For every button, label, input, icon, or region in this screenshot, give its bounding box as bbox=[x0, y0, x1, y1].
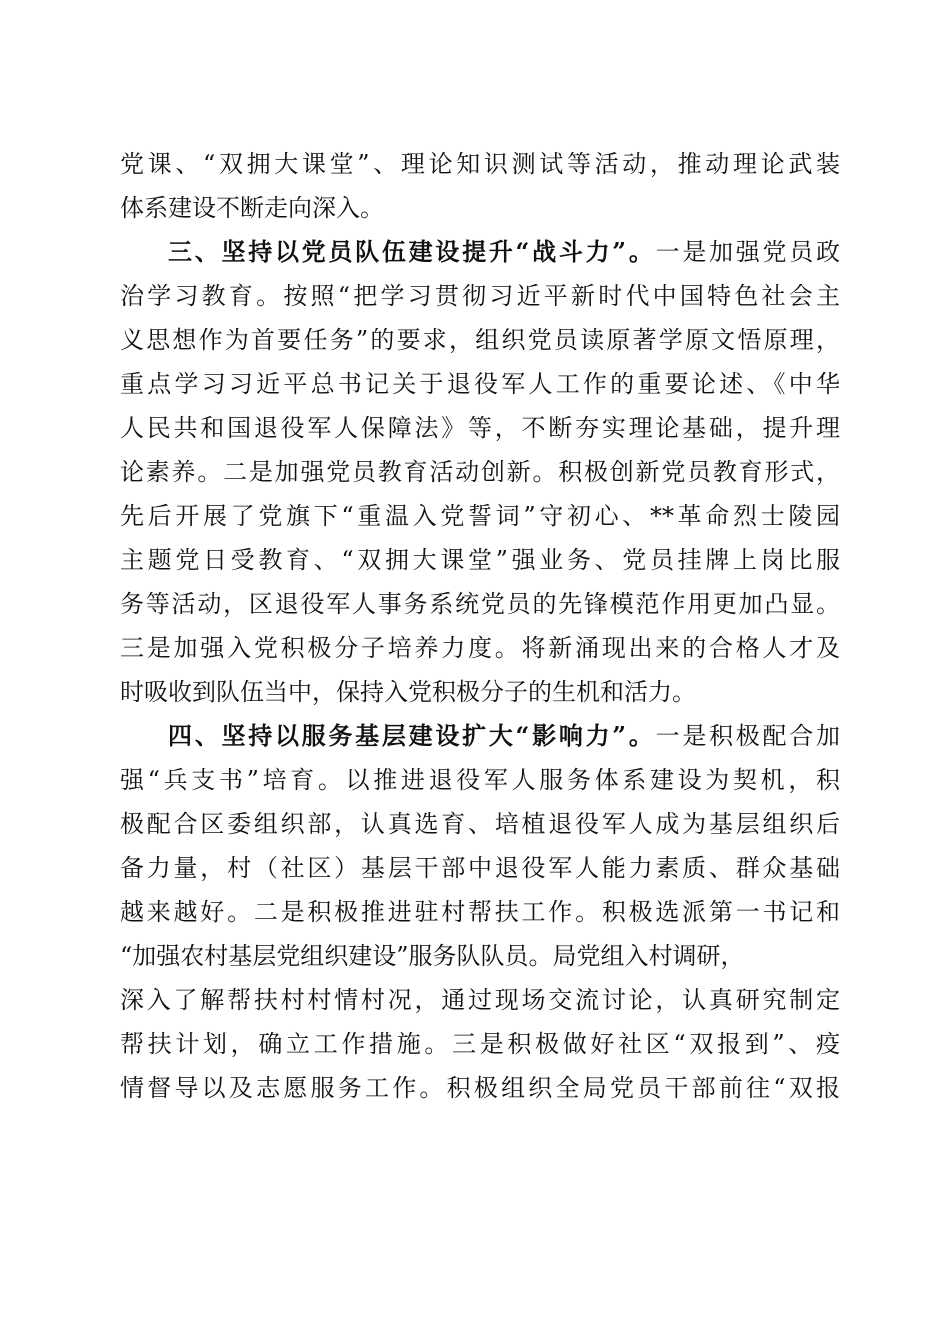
paragraph-line: 极配合区委组织部，认真选育、培植退役军人成为基层组织后 bbox=[120, 810, 840, 838]
paragraph-line: 治学习教育。按照“把学习贯彻习近平新时代中国特色社会主 bbox=[120, 282, 840, 310]
section-heading-three: 三、坚持以党员队伍建设提升“战斗力”。 bbox=[168, 237, 656, 266]
paragraph-line: 主题党日受教育、“双拥大课堂”强业务、党员挂牌上岗比服 bbox=[120, 546, 840, 574]
paragraph-line: 体系建设不断走向深入。 bbox=[120, 194, 384, 222]
paragraph-line: 越来越好。二是积极推进驻村帮扶工作。积极选派第一书记和 bbox=[120, 898, 840, 926]
paragraph-line: 帮扶计划，确立工作措施。三是积极做好社区“双报到”、疫 bbox=[120, 1030, 840, 1058]
paragraph-line: 情督导以及志愿服务工作。积极组织全局党员干部前往“双报 bbox=[120, 1074, 840, 1102]
paragraph-line: 先后开展了党旗下“重温入党誓词”守初心、**革命烈士陵园 bbox=[120, 502, 840, 530]
section-three-line bbox=[168, 232, 840, 272]
paragraph-line: 人民共和国退役军人保障法》等，不断夯实理论基础，提升理 bbox=[120, 414, 840, 442]
section-heading-four: 四、坚持以服务基层建设扩大“影响力”。 bbox=[168, 721, 656, 750]
paragraph-line: 深入了解帮扶村村情村况，通过现场交流讨论，认真研究制定 bbox=[120, 986, 840, 1014]
section-four-line bbox=[168, 716, 840, 756]
paragraph-line: 备力量，村（社区）基层干部中退役军人能力素质、群众基础 bbox=[120, 854, 840, 882]
paragraph-line: 党课、“双拥大课堂”、理论知识测试等活动，推动理论武装 bbox=[120, 150, 840, 178]
paragraph-line: 时吸收到队伍当中，保持入党积极分子的生机和活力。 bbox=[120, 678, 696, 706]
paragraph-line: 重点学习习近平总书记关于退役军人工作的重要论述、《中华 bbox=[120, 370, 840, 398]
paragraph-text: 一是加强党员政 bbox=[655, 238, 841, 266]
paragraph-line: “加强农村基层党组织建设”服务队队员。局党组入村调研， bbox=[120, 942, 745, 970]
paragraph-line: 三是加强入党积极分子培养力度。将新涌现出来的合格人才及 bbox=[120, 634, 840, 662]
paragraph-line: 义思想作为首要任务”的要求，组织党员读原著学原文悟原理， bbox=[120, 326, 840, 354]
paragraph-line: 务等活动，区退役军人事务系统党员的先锋模范作用更加凸显。 bbox=[120, 590, 840, 618]
paragraph-line: 论素养。二是加强党员教育活动创新。积极创新党员教育形式， bbox=[120, 458, 840, 486]
paragraph-line: 强“兵支书”培育。以推进退役军人服务体系建设为契机，积 bbox=[120, 766, 840, 794]
paragraph-text: 一是积极配合加 bbox=[655, 722, 841, 750]
